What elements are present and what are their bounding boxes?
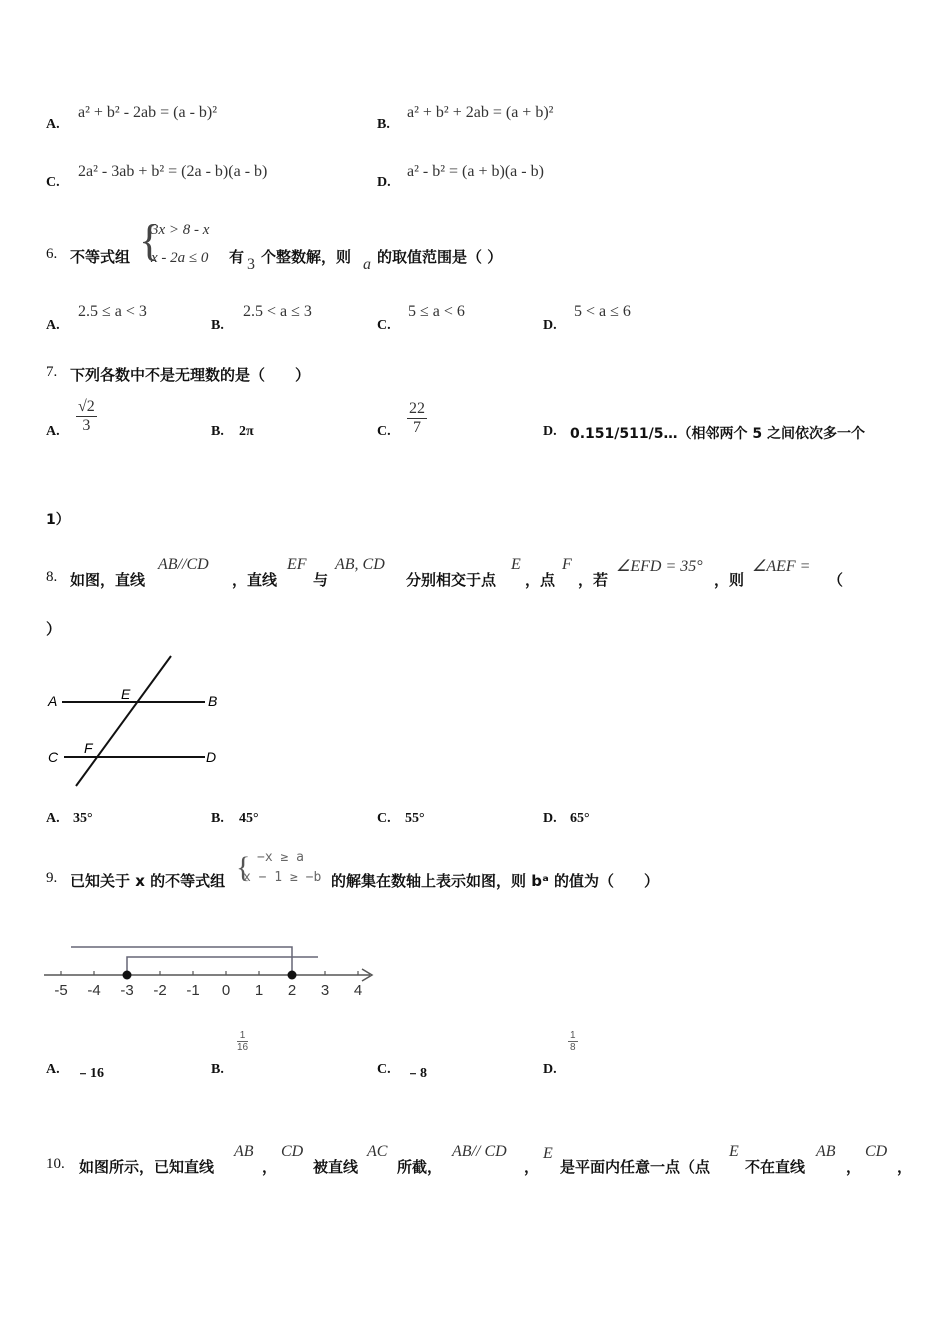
q7-option-c-num: 22 [409,400,425,417]
q5-option-b-expr: a² + b² + 2ab = (a + b)² [407,104,554,121]
q10-text-5: ， [524,1158,540,1176]
q7-option-d-text: 0.151/511/5…（相邻两个 5 之间依次多一个 [570,426,865,442]
q8-option-d-text: 65° [570,811,590,826]
q6-system-line2: x - 2a ≤ 0 [151,250,209,266]
q7-text: 下列各数中不是无理数的是（ ） [70,366,311,384]
q6-number: 6. [46,246,58,262]
q7-option-a-num: √2 [78,398,95,415]
tick-label: -3 [120,982,134,999]
q9-text-after: 的解集在数轴上表示如图，则 bᵃ 的值为（ ） [331,872,660,890]
q7-option-d-label: D. [543,424,557,439]
q8-math-2: EF [287,556,307,573]
q5-option-b-label: B. [377,117,390,132]
q8-option-b-label: B. [211,811,224,826]
q10-math-8: CD [865,1143,888,1160]
point-f-label: F [84,740,93,756]
q7-option-b-label: B. [211,424,224,439]
q5-option-a-label: A. [46,117,60,132]
q9-option-c-label: C. [377,1062,391,1077]
q9-system-line1: −x ≥ a [257,850,304,865]
q9-option-b-label: B. [211,1062,224,1077]
q6-option-d-expr: 5 < a ≤ 6 [574,303,631,320]
q9-brace: { [236,851,251,884]
q8-number: 8. [46,569,58,585]
q7-option-c-label: C. [377,424,391,439]
q8-math-4: E [511,556,521,573]
q6-var: a [363,256,371,273]
q7-option-a-label: A. [46,424,60,439]
point-e-label: E [121,686,131,702]
q8-text-5: ，点 [525,571,556,589]
q6-text-after: 的取值范围是（ ） [377,248,503,266]
q10-text-3: 被直线 [313,1158,359,1176]
q8-text-2: ，直线 [232,571,278,589]
q8-text-7: ，则 [714,571,745,589]
tick-label: 2 [287,982,297,999]
q8-text-1: 如图，直线 [70,571,146,589]
tick-label: -2 [153,982,167,999]
q6-option-b-label: B. [211,318,224,333]
q8-text-8: （ [828,571,844,589]
q10-text-4: 所截， [397,1158,443,1176]
q8-text-4: 分别相交于点 [406,571,497,589]
tick-label: 0 [221,982,231,999]
tick-label: 1 [254,982,264,999]
q9-number-line [40,935,390,1005]
q9-option-b-num: 1 [237,1030,248,1042]
q8-text-6: ，若 [578,571,609,589]
tick-label: -1 [186,982,200,999]
point-c-label: C [48,749,59,765]
q5-option-a-expr: a² + b² - 2ab = (a - b)² [78,104,218,121]
endpoint-high [288,971,297,980]
q8-text-3: 与 [313,571,329,589]
q5-option-d-expr: a² - b² = (a + b)(a - b) [407,163,544,180]
line-ef [76,656,171,786]
q5-option-c-expr: 2a² - 3ab + b² = (2a - b)(a - b) [78,163,268,180]
q10-math-7: AB [816,1143,836,1160]
q8-continuation: ） [46,620,62,638]
q8-option-a-label: A. [46,811,60,826]
point-a-label: A [48,693,58,709]
q7-option-c-den: 7 [413,419,421,436]
q10-text-2: ， [262,1158,278,1176]
tick-label: 3 [320,982,330,999]
tick-label: -5 [54,982,68,999]
q6-text-has: 有 [229,248,245,266]
q9-option-d-num: 1 [570,1030,576,1041]
q9-option-b-den: 16 [237,1042,249,1053]
endpoint-low [123,971,132,980]
q10-text-8: ， [846,1158,862,1176]
tick-label: -4 [87,982,101,999]
q7-number: 7. [46,364,58,380]
point-b-label: B [208,693,218,709]
q6-option-b-expr: 2.5 < a ≤ 3 [243,303,312,320]
q9-option-a-label: A. [46,1062,60,1077]
q10-math-2: CD [281,1143,304,1160]
q9-option-a-text: ﹣16 [76,1066,104,1081]
q6-option-a-expr: 2.5 ≤ a < 3 [78,303,147,320]
q10-math-5: E [543,1145,553,1162]
upper-bracket [71,947,292,975]
q6-option-a-label: A. [46,318,60,333]
q6-text-mid: 个整数解，则 [261,248,352,266]
q8-option-b-text: 45° [239,811,259,826]
q8-math-6: ∠EFD = 35° [616,558,703,575]
q6-option-c-expr: 5 ≤ a < 6 [408,303,465,320]
q10-number: 10. [46,1156,65,1172]
q8-math-7: ∠AEF = [752,558,811,575]
q10-math-1: AB [234,1143,254,1160]
q6-system-line1: 3x > 8 - x [151,222,210,238]
q5-option-d-label: D. [377,175,391,190]
point-d-label: D [206,749,217,765]
q8-option-d-label: D. [543,811,557,826]
q9-text-before: 已知关于 x 的不等式组 [70,872,226,890]
q10-math-4: AB// CD [452,1143,507,1160]
q7-option-a-den: 3 [82,417,91,434]
q9-number: 9. [46,870,58,886]
q6-option-c-label: C. [377,318,391,333]
q10-math-3: AC [367,1143,388,1160]
q6-option-d-label: D. [543,318,557,333]
q8-figure [40,650,240,790]
q10-text-6: 是平面内任意一点（点 [560,1158,711,1176]
q8-math-5: F [562,556,572,573]
q10-math-6: E [729,1143,739,1160]
q6-brace: { [139,216,161,265]
q9-option-d-den: 8 [570,1042,576,1053]
tick-label: 4 [353,982,363,999]
q5-option-c-label: C. [46,175,60,190]
q8-math-3: AB, CD [335,556,385,573]
q10-text-7: 不在直线 [745,1158,806,1176]
q8-math-1: AB//CD [158,556,209,573]
q8-option-c-text: 55° [405,811,425,826]
q9-system-line2: x − 1 ≥ −b [243,870,322,885]
q9-option-b-fraction [237,1030,248,1053]
q6-text-before: 不等式组 [70,248,131,266]
q8-option-c-label: C. [377,811,391,826]
q6-count: 3 [247,256,255,273]
q8-option-a-text: 35° [73,811,93,826]
q7-option-c-fraction [407,400,427,437]
q9-option-d-label: D. [543,1062,557,1077]
q10-text-9: ， [897,1158,913,1176]
q10-text-1: 如图所示，已知直线 [79,1158,215,1176]
q7-option-a-fraction [76,398,97,435]
q7-option-b-text: 2π [239,424,254,439]
q9-option-d-fraction [568,1030,578,1053]
q9-option-c-text: ﹣8 [406,1066,427,1081]
q7-continuation: 1） [46,512,70,528]
